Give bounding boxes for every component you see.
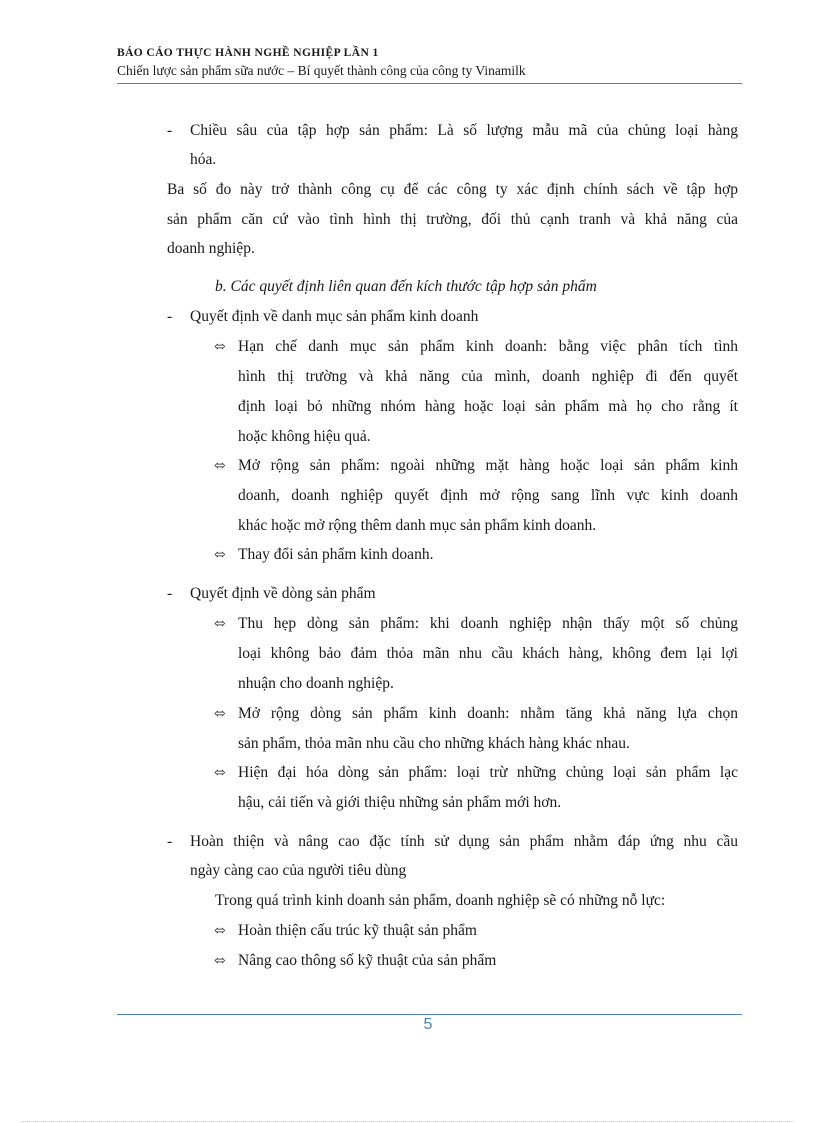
section-heading: b. Các quyết định liên quan đến kích thước tập hợp sản phẩm — [215, 278, 597, 295]
subsection-title: ngày càng cao của người tiêu dùng — [190, 862, 407, 879]
page-edge-dotted-line — [22, 1121, 794, 1122]
left-right-arrow-icon: ⬄ — [214, 707, 226, 722]
paragraph-line: Nâng cao thông số kỹ thuật của sản phẩm — [238, 952, 497, 969]
header-divider — [117, 83, 742, 84]
paragraph-line: Chiều sâu của tập hợp sản phẩm: Là số lượng mẫu mã của chủng loại hàng — [190, 122, 738, 139]
paragraph-line: Hoàn thiện cấu trúc kỹ thuật sản phẩm — [238, 922, 477, 939]
left-right-arrow-icon: ⬄ — [214, 924, 226, 939]
paragraph-line: hậu, cải tiến và giới thiệu những sản phẩm mới hơn. — [238, 794, 562, 811]
paragraph-line: Trong quá trình kinh doanh sản phẩm, doanh nghiệp sẽ có những nỗ lực: — [215, 892, 666, 909]
paragraph-line: Hiện đại hóa dòng sản phẩm: loại trừ những chủng loại sản phẩm lạc — [238, 764, 738, 781]
paragraph-line: định loại bỏ những nhóm hàng hoặc loại sản phẩm mà họ cho rằng ít — [238, 398, 738, 415]
report-header-subtitle: Chiến lược sản phẩm sữa nước – Bí quyết thành công của công ty Vinamilk — [117, 63, 526, 78]
paragraph-line: doanh nghiệp. — [167, 240, 255, 257]
left-right-arrow-icon: ⬄ — [214, 766, 226, 781]
paragraph-line: nhuận cho doanh nghiệp. — [238, 675, 394, 692]
dash-bullet: - — [167, 122, 173, 139]
page-number: 5 — [423, 1016, 433, 1033]
paragraph-line: hóa. — [190, 151, 217, 168]
paragraph-line: Mở rộng dòng sản phẩm kinh doanh: nhằm tăng khả năng lựa chọn — [238, 705, 738, 722]
paragraph-line: Ba số đo này trở thành công cụ để các công ty xác định chính sách về tập hợp — [167, 181, 738, 198]
paragraph-line: doanh, doanh nghiệp quyết định mở rộng sang lĩnh vực kinh doanh — [238, 487, 738, 504]
paragraph-line: hình thị trường và khả năng của mình, doanh nghiệp đi đến quyết — [238, 368, 738, 385]
left-right-arrow-icon: ⬄ — [214, 617, 226, 632]
left-right-arrow-icon: ⬄ — [214, 340, 226, 355]
paragraph-line: Hạn chế danh mục sản phẩm kinh doanh: bằng việc phân tích tình — [238, 338, 738, 355]
paragraph-line: Thu hẹp dòng sản phẩm: khi doanh nghiệp nhận thấy một số chủng — [238, 615, 738, 632]
subsection-title: Hoàn thiện và nâng cao đặc tính sử dụng sản phẩm nhằm đáp ứng nhu cầu — [190, 833, 738, 850]
paragraph-line: khác hoặc mở rộng thêm danh mục sản phẩm kinh doanh. — [238, 517, 597, 534]
paragraph-line: hoặc không hiệu quả. — [238, 428, 371, 445]
paragraph-line: sản phẩm, thỏa mãn nhu cầu cho những khách hàng khác nhau. — [238, 735, 630, 752]
left-right-arrow-icon: ⬄ — [214, 548, 226, 563]
paragraph-line: loại không bảo đảm thỏa mãn nhu cầu khách hàng, không đem lại lợi — [238, 645, 738, 662]
report-header-title: BÁO CÁO THỰC HÀNH NGHỀ NGHIỆP LẦN 1 — [117, 47, 379, 59]
dash-bullet: - — [167, 308, 173, 325]
left-right-arrow-icon: ⬄ — [214, 459, 226, 474]
paragraph-line: Thay đổi sản phẩm kinh doanh. — [238, 546, 434, 563]
subsection-title: Quyết định về danh mục sản phẩm kinh doanh — [190, 308, 479, 325]
subsection-title: Quyết định về dòng sản phẩm — [190, 585, 376, 602]
footer-divider — [117, 1014, 742, 1015]
paragraph-line: sản phẩm căn cứ vào tình hình thị trường, đối thủ cạnh tranh và khả năng của — [167, 211, 738, 228]
dash-bullet: - — [167, 585, 173, 602]
left-right-arrow-icon: ⬄ — [214, 954, 226, 969]
dash-bullet: - — [167, 833, 173, 850]
paragraph-line: Mở rộng sản phẩm: ngoài những mặt hàng hoặc loại sản phẩm kinh — [238, 457, 738, 474]
